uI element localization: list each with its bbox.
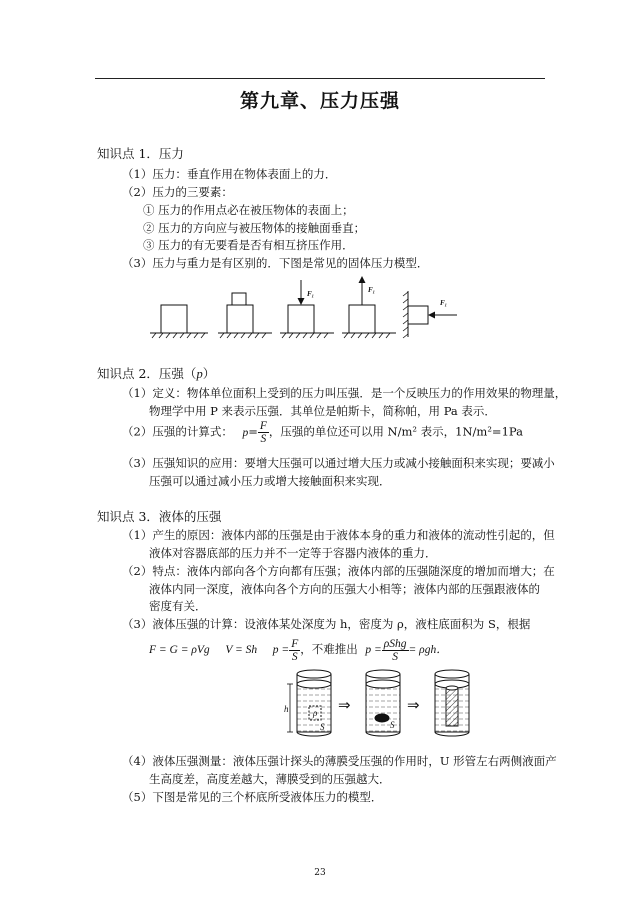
k2-line-1: （1）定义：物体单位面积上受到的压力叫压强．是一个反映压力的作用效果的物理量， — [122, 386, 567, 400]
k3-line-1: （1）产生的原因：液体内部的压强是由于液体本身的重力和液体的流动性引起的，但 — [122, 528, 555, 542]
k2-line-2: 物理学中用 P 来表示压强．其单位是帕斯卡，简称帕，用 Pa 表示． — [149, 404, 496, 418]
k1-heading: 知识点 1．压力 — [97, 146, 184, 161]
k2-line-3 — [122, 420, 523, 445]
eq-derived-lhs: p = — [365, 644, 382, 656]
k3-line-9: （5）下图是常见的三个杯底所受液体压力的模型． — [122, 790, 383, 804]
k1-line-1: （1）压力：垂直作用在物体表面上的力． — [122, 167, 337, 181]
pressure-fraction — [258, 420, 269, 445]
eq-p-denominator: S — [291, 650, 298, 663]
eq-derived-fraction — [382, 638, 409, 663]
k3-equation-line — [149, 636, 448, 663]
liquid-column-figure — [285, 668, 480, 738]
k2-line-4: （3）压强知识的应用：要增大压强可以通过增大压力或减小接触面积来实现；要减小 — [122, 456, 555, 470]
k3-line-5: 密度有关． — [149, 599, 207, 613]
k2-line-5: 压强可以通过减小压力或增大接触面积来实现． — [149, 474, 391, 488]
page-number: 23 — [314, 868, 326, 878]
force-label-up: F₁ — [368, 286, 376, 294]
k2-heading-text: 知识点 2．压强（ — [97, 366, 197, 381]
eq-derived-rhs: = ρgh． — [408, 644, 448, 656]
k3-line-3: （2）特点：液体内部向各个方向都有压强；液体内部的压强随深度的增加而增大；在 — [122, 564, 555, 578]
solid-pressure-models-figure — [150, 274, 470, 344]
k1-line-5: ③ 压力的有无要看是否有相互挤压作用． — [143, 238, 354, 252]
force-label-horizontal: F₁ — [440, 299, 448, 307]
force-label-down: F₁ — [307, 290, 315, 298]
eq-p-numerator: F — [291, 637, 299, 650]
k1-line-4: ② 压力的方向应与被压物体的接触面垂直； — [143, 221, 366, 235]
k3-line-2: 液体对容器底部的压力并不一定等于容器内液体的重力． — [149, 546, 437, 560]
eq-equals: = — [248, 424, 258, 439]
fig-arrow-1: ⇒ — [338, 696, 351, 714]
eq-p-lhs: p = — [272, 644, 290, 656]
page-title: 第九章、压力压强 — [239, 90, 400, 112]
k2-line-3-unit: ，压强的单位还可以用 N/m² 表示，1N/m²=1Pa — [268, 424, 523, 439]
eq-derived-numerator: ρShg — [383, 637, 407, 650]
header-rule — [95, 78, 545, 79]
eq-derived-denominator: S — [392, 650, 399, 663]
k3-heading: 知识点 3．液体的压强 — [97, 509, 222, 524]
eq-volume: V = Sh — [225, 644, 258, 656]
k3-line-7: （4）液体压强测量：液体压强计探头的薄膜受压强的作用时，U 形管左右两侧液面产 — [122, 754, 557, 768]
fraction-denominator: S — [260, 433, 267, 445]
eq-p-fraction — [289, 638, 300, 663]
fig-area-label-1: S — [320, 722, 325, 732]
k2-line-3-label: （2）压强的计算式： — [122, 424, 233, 439]
fraction-numerator: F — [259, 420, 267, 432]
k3-line-6: （3）液体压强的计算：设液体某处深度为 h，密度为 ρ，液柱底面积为 S，根据 — [122, 617, 531, 631]
fig-density-label: ρ — [313, 708, 318, 718]
fig-area-label-2: S — [390, 720, 395, 730]
k2-heading-close: ） — [202, 366, 216, 381]
k2-heading — [97, 366, 215, 382]
k1-line-6: （3）压力与重力是有区别的．下图是常见的固体压力模型． — [122, 256, 429, 270]
eq-p: p — [242, 426, 249, 439]
k3-line-4: 液体内同一深度，液体向各个方向的压强大小相等；液体内部的压强跟液体的 — [149, 582, 540, 596]
k3-line-8: 生高度差，高度差越大，薄膜受到的压强越大． — [149, 772, 391, 786]
fig-arrow-2: ⇒ — [407, 696, 420, 714]
k2-heading-symbol: p — [196, 367, 203, 381]
eq-force-weight: F = G = ρVg — [149, 644, 210, 656]
k1-line-2: （2）压力的三要素： — [122, 185, 233, 199]
fig-depth-label: h — [284, 704, 289, 714]
k1-line-3: ① 压力的作用点必在被压物体的表面上； — [143, 203, 354, 217]
eq-middle-text: ，不难推出 — [300, 642, 358, 656]
